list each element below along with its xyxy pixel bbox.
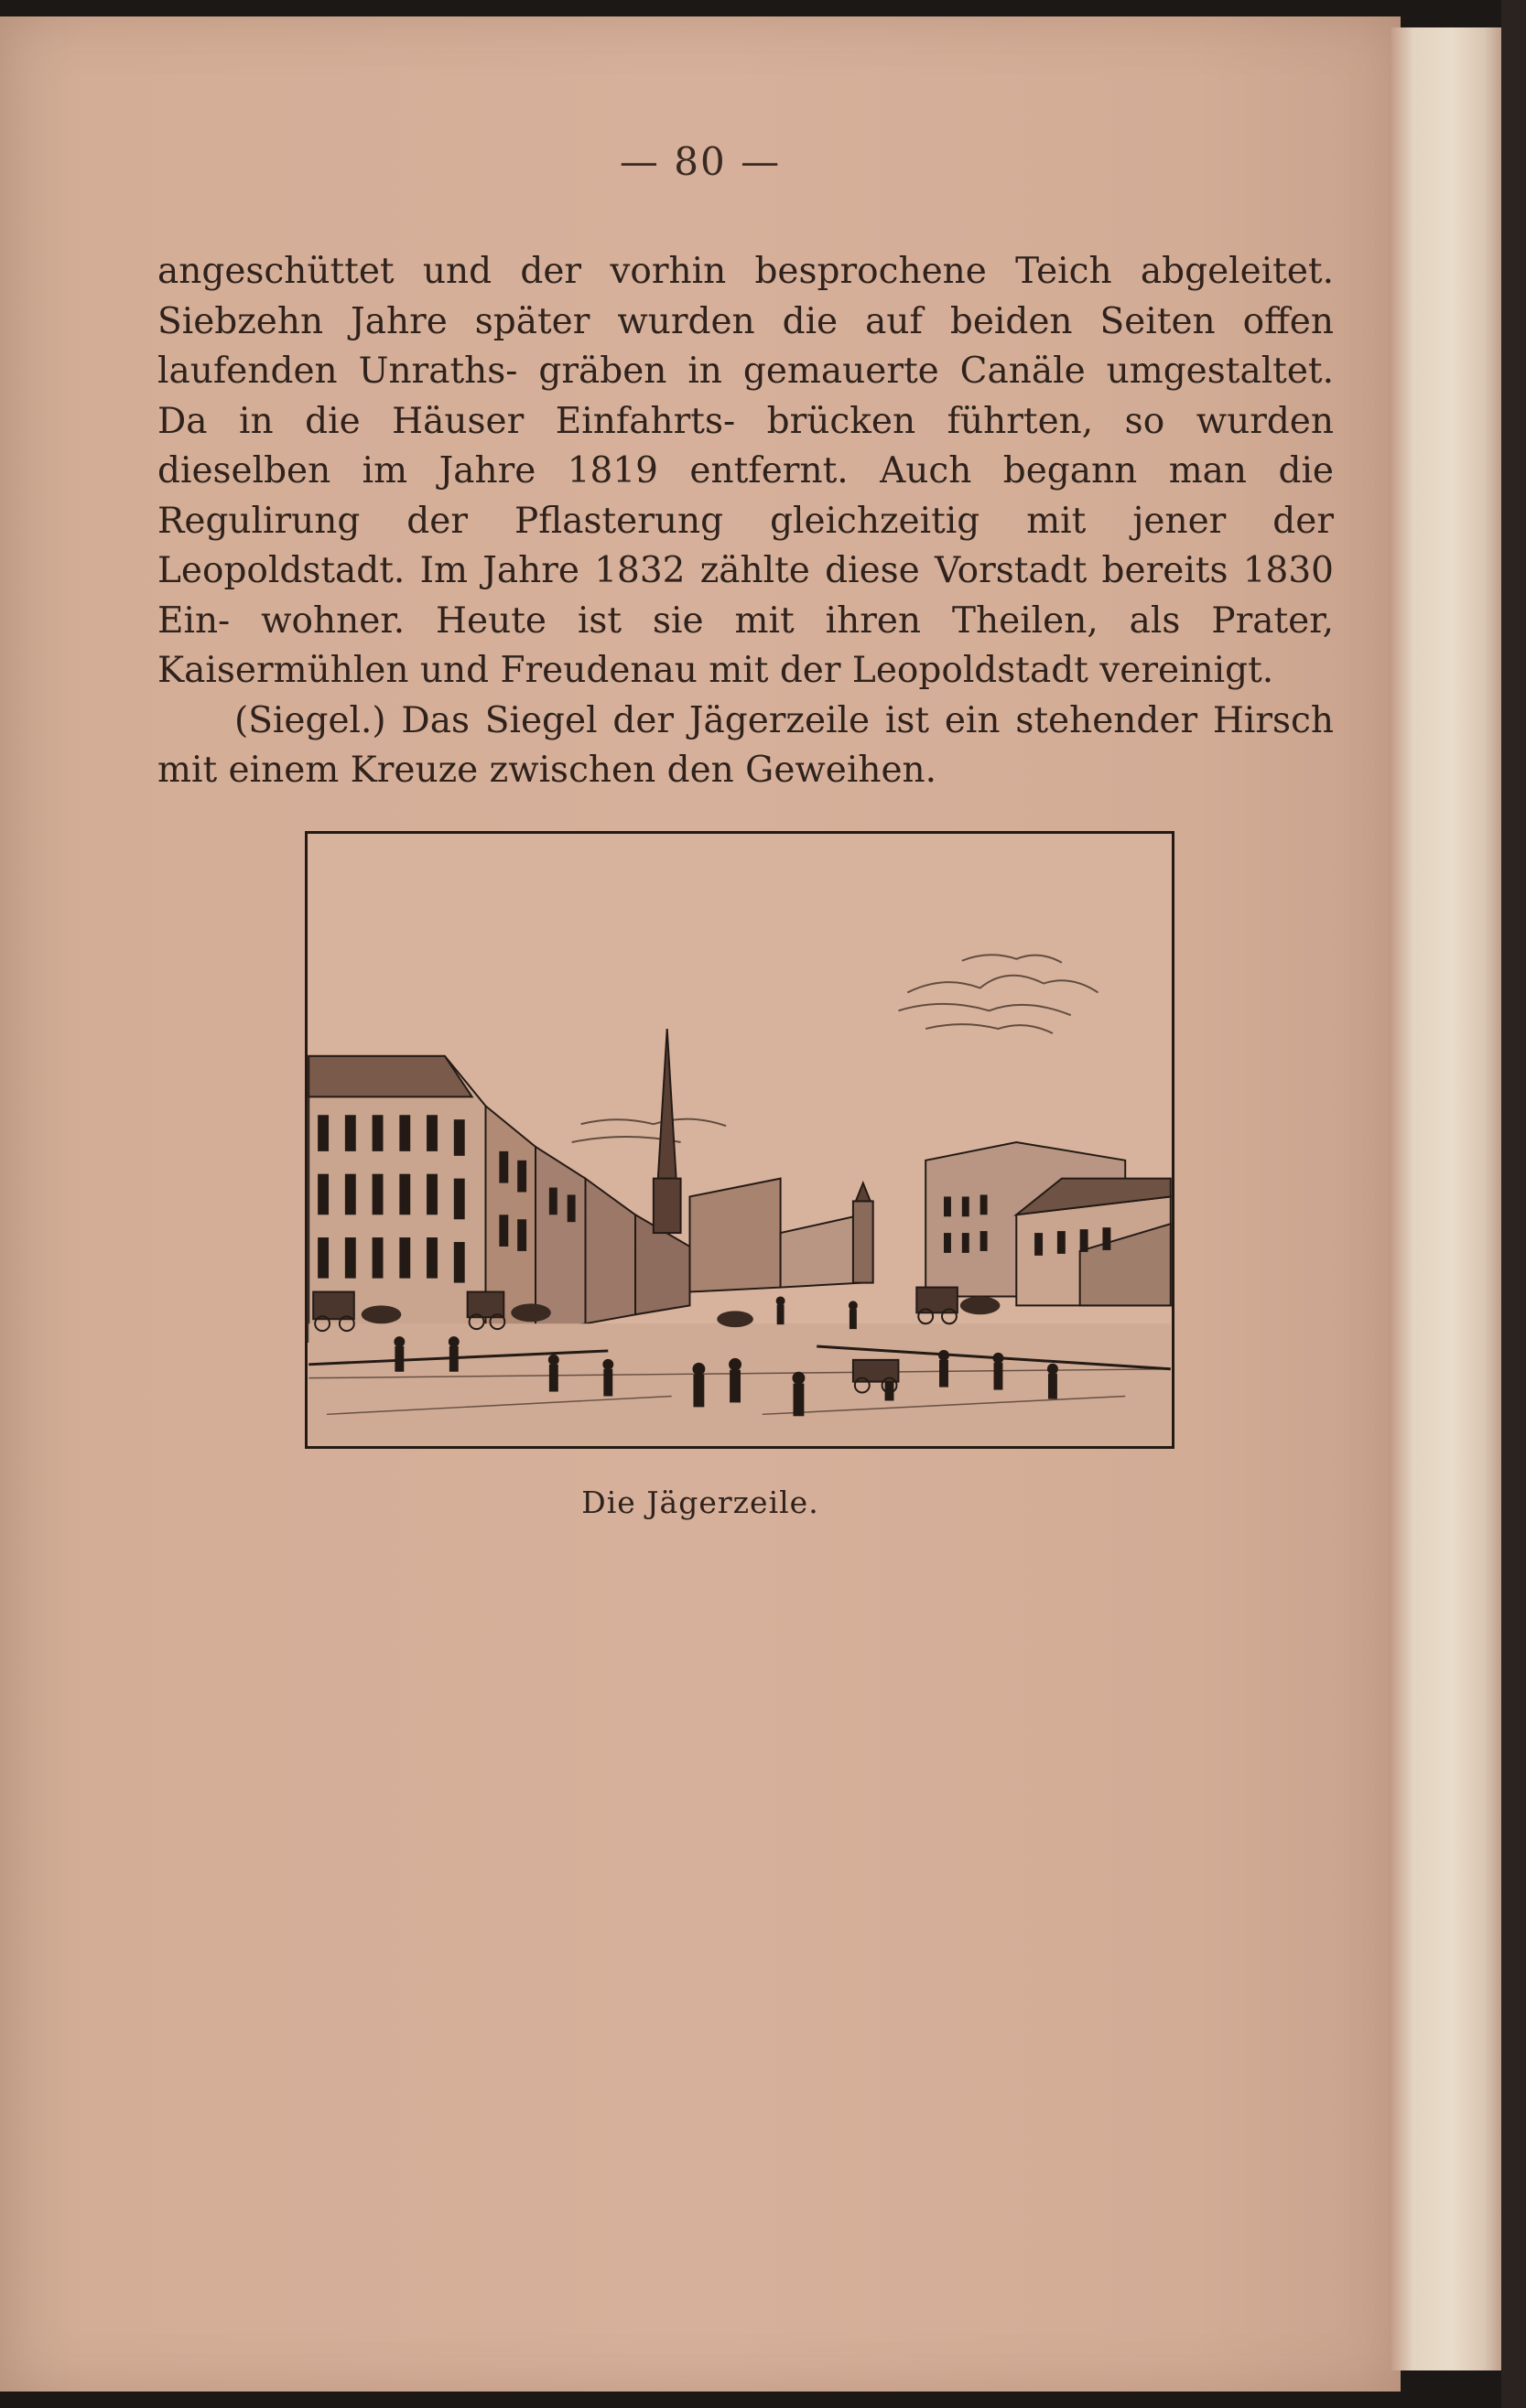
paragraph-1: angeschüttet und der vorhin besprochene Teich abgeleitet. Siebzehn Jahre später wurden die auf beiden Seiten offen laufenden Unraths- gräben in gemauerte Canäle umgestaltet. Da in die Häuser Einfahrts- brücken führten, so wurden dieselben im Jahre 1819 entfernt. Auch begann man die Regulirung der Pflasterung gleichzeitig mit jener der Leopoldstadt. Im Jahre 1832 zählte diese Vorstadt bereits 1830 Ein- wohner. Heute ist sie mit ihren Theilen, als Prater, Kaisermühlen und Freudenau mit der Leopoldstadt vereinigt.	[157, 251, 1334, 691]
page-number: — 80 —	[619, 139, 782, 184]
engraving-jaegerzeile	[305, 831, 1174, 1449]
figure-caption: Die Jägerzeile.	[581, 1485, 819, 1520]
page-edge	[1391, 27, 1501, 2370]
body-text	[157, 247, 1334, 796]
street-scene-illustration	[308, 834, 1172, 1446]
book-cover-edge	[1501, 0, 1526, 2408]
paragraph-2: (Siegel.) Das Siegel der Jägerzeile ist ein stehender Hirsch mit einem Kreuze zwischen den Geweihen.	[157, 699, 1334, 791]
